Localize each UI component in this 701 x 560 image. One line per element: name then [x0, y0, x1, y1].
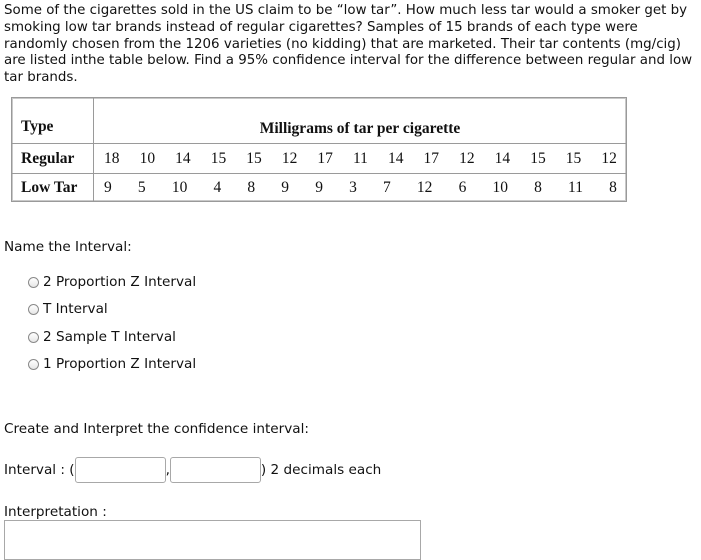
table-cell: 9 — [315, 179, 323, 196]
table-cell: 9 — [104, 179, 112, 196]
table-cell: 12 — [416, 179, 433, 196]
radio-button[interactable] — [28, 277, 39, 288]
radio-button[interactable] — [28, 332, 39, 343]
option-2-sample-t-interval[interactable] — [28, 328, 176, 346]
type-column-header: Type — [12, 98, 94, 143]
low-tar-values — [94, 174, 626, 201]
table-cell: 12 — [459, 150, 475, 167]
table-cell: 9 — [281, 179, 290, 196]
table-row-regular — [12, 143, 626, 173]
table-cell: 10 — [139, 150, 156, 167]
interval-upper-input[interactable] — [170, 457, 261, 483]
option-label: T Interval — [43, 301, 108, 317]
option-label: 2 Proportion Z Interval — [43, 274, 197, 290]
radio-button[interactable] — [28, 359, 39, 370]
table-cell: 15 — [246, 150, 262, 167]
table-cell: 15 — [565, 150, 582, 167]
interpretation-textarea[interactable] — [4, 520, 421, 560]
row-label-low-tar: Low Tar — [12, 174, 94, 201]
option-1-proportion-z-interval[interactable] — [28, 355, 196, 373]
table-cell: 14 — [494, 150, 511, 167]
table-cell: 5 — [137, 179, 146, 196]
interval-suffix: ) 2 decimals each — [260, 462, 382, 478]
table-cell: 10 — [492, 179, 508, 196]
tar-content-table — [11, 97, 627, 202]
table-cell: 11 — [568, 179, 583, 196]
table-cell: 7 — [383, 179, 391, 196]
table-cell: 8 — [534, 179, 542, 196]
table-cell: 14 — [175, 150, 191, 167]
table-header-row — [12, 98, 626, 143]
create-interpret-label: Create and Interpret the confidence interval: — [4, 421, 309, 437]
row-label-regular: Regular — [12, 144, 94, 173]
option-label: 2 Sample T Interval — [43, 329, 176, 345]
interval-prefix: Interval : ( — [4, 462, 75, 478]
interval-lower-input[interactable] — [75, 457, 166, 483]
table-cell: 10 — [171, 179, 188, 196]
table-cell: 12 — [281, 150, 298, 167]
table-cell: 14 — [387, 150, 404, 167]
table-cell: 8 — [609, 179, 617, 196]
radio-button[interactable] — [28, 304, 39, 315]
interval-separator: , — [165, 462, 170, 478]
table-cell: 15 — [210, 150, 227, 167]
option-2-proportion-z-interval[interactable] — [28, 273, 196, 291]
option-t-interval[interactable] — [28, 300, 108, 318]
table-cell: 6 — [458, 179, 467, 196]
regular-values — [94, 144, 626, 173]
table-cell: 18 — [104, 150, 120, 167]
table-row-low-tar — [12, 173, 626, 201]
table-cell: 4 — [213, 179, 222, 196]
table-cell: 17 — [423, 150, 439, 167]
interval-row — [4, 455, 381, 485]
table-cell: 8 — [247, 179, 256, 196]
table-cell: 12 — [601, 150, 617, 167]
interpretation-label: Interpretation : — [4, 504, 107, 520]
name-interval-label: Name the Interval: — [4, 239, 132, 255]
question-text: Some of the cigarettes sold in the US claim to be “low tar”. How much less tar would a smoker get by smoking low tar brands instead of regular cigarettes? Samples of 15 brands of each type were randomly chosen from the 1206 varieties (no kidding) that are marketed. Their tar contents (mg/cig) are listed inthe table below. Find a 95% confidence interval for the difference between regular and low tar brands. — [4, 3, 693, 86]
option-label: 1 Proportion Z Interval — [43, 356, 197, 372]
table-cell: 15 — [530, 150, 546, 167]
table-cell: 3 — [349, 179, 357, 196]
table-cell: 11 — [352, 150, 368, 167]
values-column-header: Milligrams of tar per cigarette — [259, 120, 461, 137]
table-cell: 17 — [317, 150, 333, 167]
